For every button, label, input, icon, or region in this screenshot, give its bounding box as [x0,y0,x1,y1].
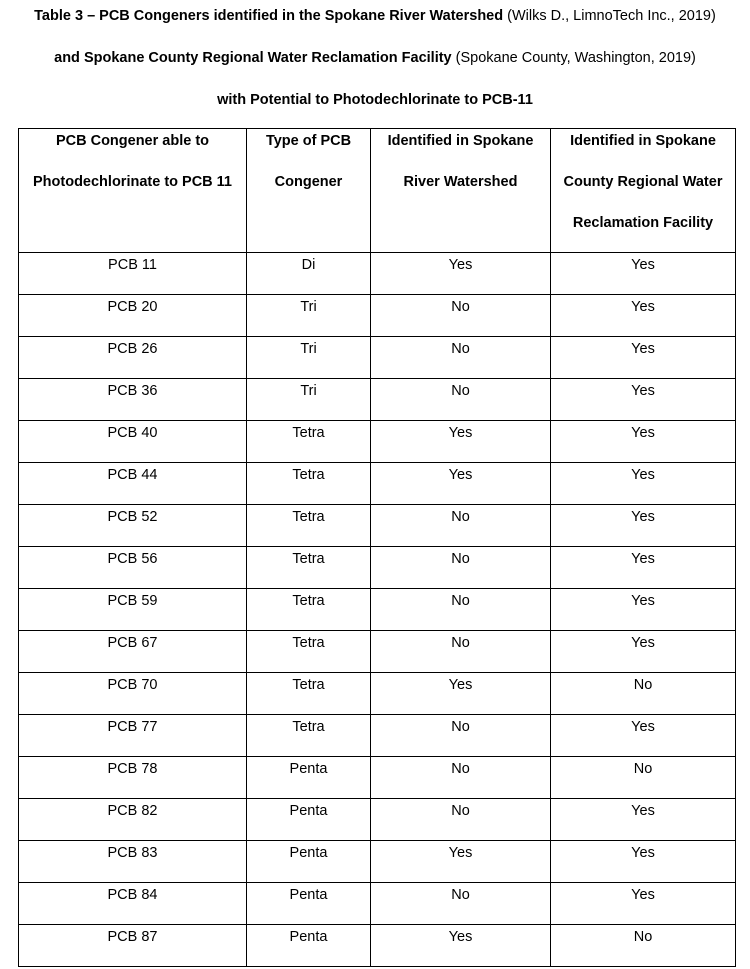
cell-facility: Yes [551,421,736,463]
cell-river: Yes [371,925,551,967]
cell-type: Penta [247,841,371,883]
cell-facility: No [551,673,736,715]
table-row [19,673,736,715]
table-header-row [19,129,736,253]
cell-river: No [371,631,551,673]
table-row [19,463,736,505]
cell-congener: PCB 20 [19,295,247,337]
cell-congener: PCB 40 [19,421,247,463]
cell-river: No [371,589,551,631]
cell-river: No [371,715,551,757]
table-row [19,505,736,547]
header-reclamation-facility-label: Identified in Spokane County Regional Water Reclamation Facility [563,133,723,231]
table-row [19,883,736,925]
cell-congener: PCB 87 [19,925,247,967]
table-caption-line-1 [0,6,750,26]
cell-facility: Yes [551,379,736,421]
cell-facility: Yes [551,295,736,337]
cell-congener: PCB 77 [19,715,247,757]
cell-type: Tri [247,295,371,337]
header-river-watershed [371,129,551,253]
cell-type: Di [247,253,371,295]
table-row [19,799,736,841]
cell-congener: PCB 83 [19,841,247,883]
cell-congener: PCB 11 [19,253,247,295]
cell-river: No [371,883,551,925]
cell-type: Tetra [247,715,371,757]
cell-river: No [371,799,551,841]
cell-river: Yes [371,421,551,463]
cell-facility: Yes [551,631,736,673]
cell-type: Tetra [247,505,371,547]
cell-type: Tetra [247,673,371,715]
header-congener [19,129,247,253]
header-congener-label: PCB Congener able to Photodechlorinate to PCB 11 [33,133,232,190]
caption-line-1-bold: Table 3 – PCB Congeners identified in the Spokane River Watershed [34,8,504,24]
cell-facility: Yes [551,715,736,757]
cell-type: Tri [247,379,371,421]
cell-type: Tetra [247,421,371,463]
cell-facility: Yes [551,463,736,505]
cell-facility: Yes [551,505,736,547]
cell-facility: No [551,925,736,967]
cell-river: Yes [371,253,551,295]
table-row [19,631,736,673]
cell-facility: Yes [551,547,736,589]
cell-river: Yes [371,841,551,883]
table-row [19,379,736,421]
cell-congener: PCB 78 [19,757,247,799]
cell-facility: Yes [551,799,736,841]
table-row [19,925,736,967]
cell-facility: Yes [551,337,736,379]
table-row [19,757,736,799]
cell-facility: Yes [551,883,736,925]
header-river-watershed-label: Identified in Spokane River Watershed [387,133,534,190]
cell-type: Tetra [247,631,371,673]
caption-line-3-bold: with Potential to Photodechlorinate to PCB-11 [217,92,533,108]
cell-facility: Yes [551,841,736,883]
cell-facility: Yes [551,253,736,295]
cell-river: No [371,337,551,379]
cell-congener: PCB 26 [19,337,247,379]
table-row [19,547,736,589]
cell-type: Penta [247,757,371,799]
cell-congener: PCB 70 [19,673,247,715]
cell-congener: PCB 82 [19,799,247,841]
cell-river: No [371,547,551,589]
pcb-congener-table [18,128,736,967]
header-type-label: Type of PCB Congener [265,133,352,190]
cell-type: Tetra [247,547,371,589]
table-row [19,589,736,631]
table-caption-line-2 [0,48,750,68]
cell-river: Yes [371,673,551,715]
cell-facility: No [551,757,736,799]
cell-congener: PCB 59 [19,589,247,631]
table-caption-line-3 [0,90,750,110]
cell-type: Tetra [247,463,371,505]
table-row [19,841,736,883]
caption-line-2-citation: (Spokane County, Washington, 2019) [451,50,696,66]
cell-congener: PCB 67 [19,631,247,673]
cell-type: Tetra [247,589,371,631]
table-row [19,337,736,379]
cell-river: No [371,379,551,421]
caption-line-1-citation: (Wilks D., LimnoTech Inc., 2019) [503,8,716,24]
cell-facility: Yes [551,589,736,631]
cell-congener: PCB 52 [19,505,247,547]
cell-type: Penta [247,925,371,967]
table-row [19,715,736,757]
table-row [19,295,736,337]
cell-type: Tri [247,337,371,379]
cell-congener: PCB 84 [19,883,247,925]
table-body [19,253,736,967]
cell-congener: PCB 56 [19,547,247,589]
cell-type: Penta [247,799,371,841]
cell-river: No [371,505,551,547]
table-row [19,421,736,463]
cell-congener: PCB 36 [19,379,247,421]
cell-river: Yes [371,463,551,505]
cell-type: Penta [247,883,371,925]
table-row [19,253,736,295]
cell-congener: PCB 44 [19,463,247,505]
caption-line-2-bold: and Spokane County Regional Water Reclamation Facility [54,50,452,66]
cell-river: No [371,295,551,337]
cell-river: No [371,757,551,799]
header-type [247,129,371,253]
header-reclamation-facility [551,129,736,253]
